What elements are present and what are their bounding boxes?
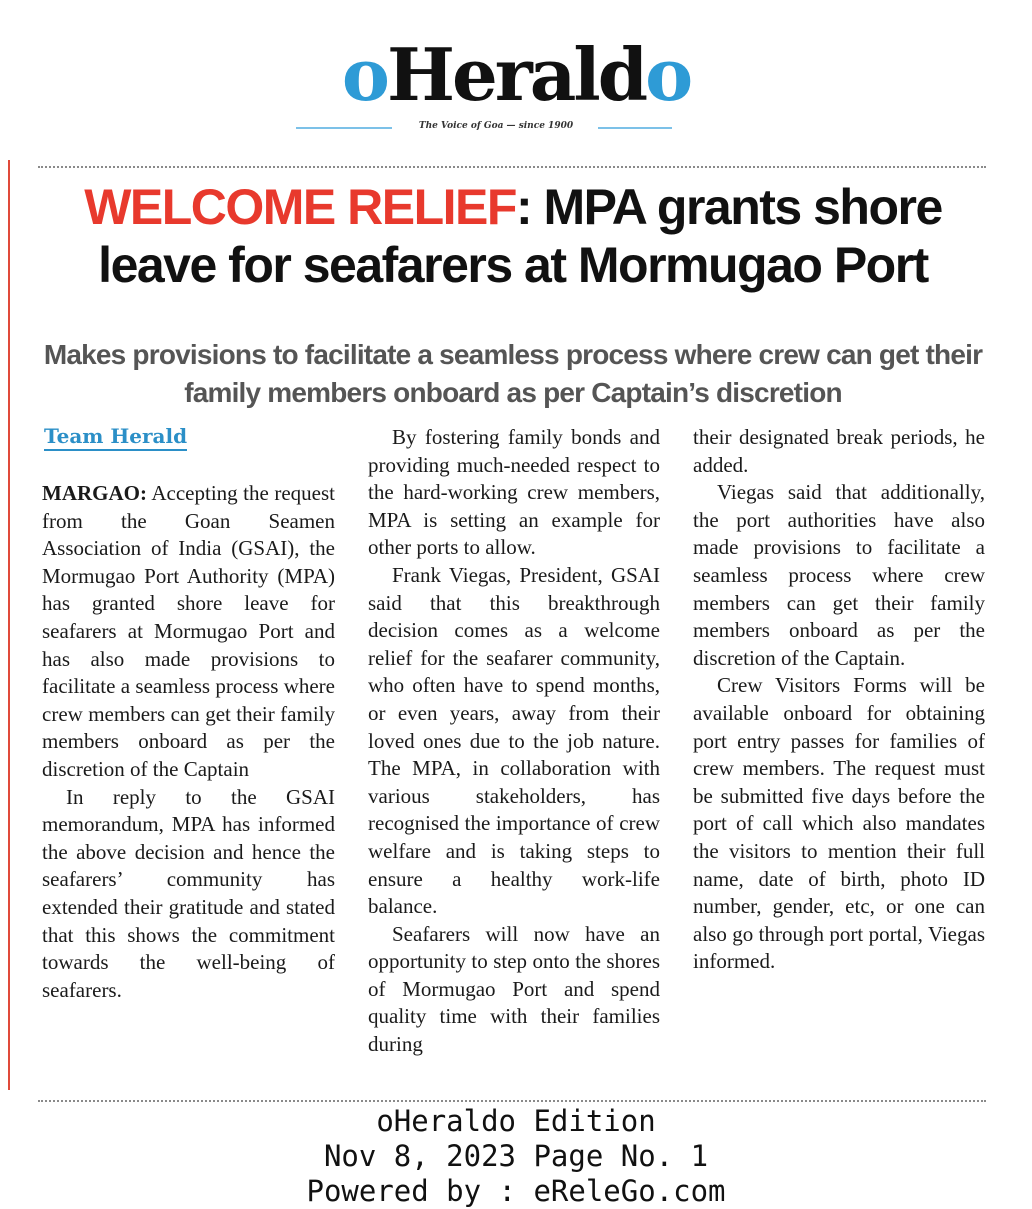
paragraph: By fostering family bonds and providing much-needed respect to the hard-working crew members, MPA is setting an example for other ports to allow.: [368, 425, 660, 560]
byline: Team Herald: [44, 424, 187, 451]
headline-text: : MPA grants shore leave for seafarers at Mormugao Port: [98, 179, 942, 293]
footer-edition: oHeraldo Edition: [376, 1104, 656, 1138]
headline-kicker: WELCOME RELIEF: [84, 179, 516, 235]
edition-footer: [0, 1104, 1032, 1209]
article-column-2: [368, 424, 660, 1059]
footer-date-page: Nov 8, 2023 Page No. 1: [323, 1139, 709, 1173]
footer-powered-by[interactable]: Powered by : eReleGo.com: [306, 1174, 726, 1208]
top-divider: [38, 166, 986, 168]
masthead-tagline: The Voice of Goa — since 1900: [418, 121, 574, 131]
tagline-rule-right: [598, 127, 672, 129]
paragraph-text: Accepting the request from the Goan Seamen Association of India (GSAI), the Mormugao Port Authority (MPA) has granted shore leave for seafarers at Mormugao Port and has also made provisions to facilitate a seamless process where crew members can get their family members onboard as per the discretion of the Captain: [42, 481, 335, 781]
paragraph: Crew Visitors Forms will be available onboard for obtaining port entry passes for families of crew members. The request must be submitted five days before the port of call which also mandates the visitors to mention their full name, date of birth, photo ID number, gender, etc, or one can also go through port portal, Viegas informed.: [693, 673, 985, 974]
article-subhead: Makes provisions to facilitate a seamless process where crew can get their family members onboard as per Captain’s discretion: [43, 339, 983, 408]
article-column-3: [693, 424, 985, 976]
tagline-rule-left: [296, 127, 392, 129]
newspaper-logo: oHeraldo: [341, 32, 691, 117]
paragraph: Seafarers will now have an opportunity to step onto the shores of Mormugao Port and spend quality time with their families during: [368, 921, 660, 1057]
masthead: [0, 32, 1032, 118]
paragraph: their designated break periods, he added.: [693, 425, 985, 477]
paragraph: Viegas said that additionally, the port authorities have also made provisions to facilitate a seamless process where crew members can get their family members onboard as per the discretion of the Captain.: [693, 480, 985, 670]
masthead-tagline-row: [296, 121, 672, 135]
bottom-divider: [38, 1100, 986, 1102]
paragraph: [42, 480, 335, 784]
red-margin-marker: [8, 160, 10, 1090]
article-headline: [40, 178, 986, 294]
paragraph: In reply to the GSAI memorandum, MPA has informed the above decision and hence the seafarers’ community has extended their gratitude and stated that this shows the commitment towards the well-being of seafarers.: [42, 784, 335, 1002]
dateline: MARGAO:: [42, 481, 147, 505]
paragraph: Frank Viegas, President, GSAI said that this breakthrough decision comes as a welcome relief for the seafarer community, who often have to spend months, or even years, away from their loved ones due to the job nature. The MPA, in collaboration with various stakeholders, has recognised the importance of crew welfare and is taking steps to ensure a healthy work-life balance.: [368, 562, 660, 919]
article-column-1: [42, 480, 335, 1004]
